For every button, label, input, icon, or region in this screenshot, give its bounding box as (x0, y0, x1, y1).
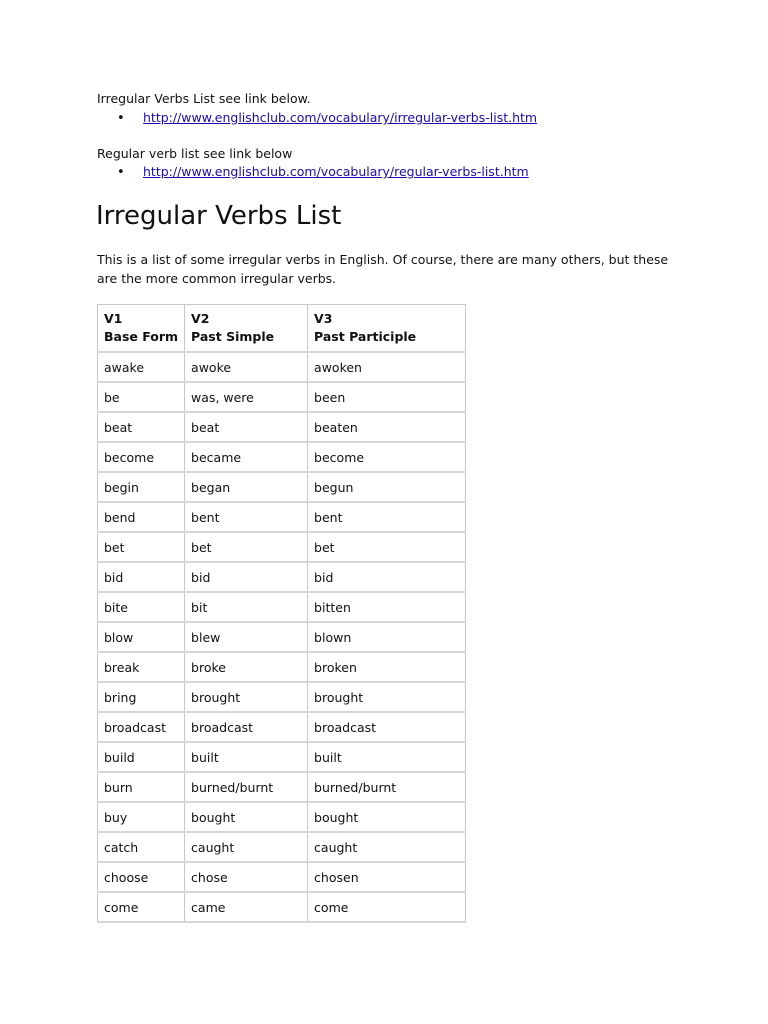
table-header-row (98, 305, 466, 353)
past-participle-cell: blown (308, 622, 466, 652)
base-form-cell: begin (98, 472, 185, 502)
past-participle-cell: awoken (308, 352, 466, 382)
header-code: V1 (104, 311, 123, 326)
bullet-icon: • (117, 165, 125, 180)
base-form-cell: be (98, 382, 185, 412)
table-row (98, 802, 466, 832)
base-form-cell: become (98, 442, 185, 472)
past-participle-cell: come (308, 892, 466, 922)
header-cell-v3 (308, 305, 466, 353)
table-row (98, 892, 466, 922)
header-label: Past Simple (191, 329, 275, 344)
table-row (98, 502, 466, 532)
bullet-item-regular (117, 164, 529, 181)
past-participle-cell: begun (308, 472, 466, 502)
bullet-item-irregular (117, 110, 537, 127)
past-simple-cell: burned/burnt (185, 772, 308, 802)
past-participle-cell: broken (308, 652, 466, 682)
table-row (98, 352, 466, 382)
base-form-cell: blow (98, 622, 185, 652)
table-row (98, 592, 466, 622)
base-form-cell: awake (98, 352, 185, 382)
past-simple-cell: became (185, 442, 308, 472)
base-form-cell: come (98, 892, 185, 922)
past-participle-cell: bet (308, 532, 466, 562)
table-row (98, 532, 466, 562)
table-row (98, 682, 466, 712)
past-simple-cell: came (185, 892, 308, 922)
bullet-icon: • (117, 111, 125, 126)
past-simple-cell: bet (185, 532, 308, 562)
irregular-link-caption: Irregular Verbs List see link below. (97, 91, 311, 106)
past-participle-cell: broadcast (308, 712, 466, 742)
base-form-cell: bend (98, 502, 185, 532)
table-row (98, 652, 466, 682)
table-row (98, 412, 466, 442)
base-form-cell: build (98, 742, 185, 772)
base-form-cell: bet (98, 532, 185, 562)
intro-paragraph: This is a list of some irregular verbs in English. Of course, there are many others, but these are the more common irregular verbs. (97, 252, 669, 286)
table-row (98, 382, 466, 412)
past-participle-cell: brought (308, 682, 466, 712)
base-form-cell: broadcast (98, 712, 185, 742)
past-participle-cell: caught (308, 832, 466, 862)
base-form-cell: choose (98, 862, 185, 892)
base-form-cell: bite (98, 592, 185, 622)
irregular-verbs-link[interactable]: http://www.englishclub.com/vocabulary/irregular-verbs-list.htm (143, 110, 538, 125)
past-simple-cell: awoke (185, 352, 308, 382)
past-simple-cell: bid (185, 562, 308, 592)
base-form-cell: burn (98, 772, 185, 802)
header-label: Past Participle (314, 329, 417, 344)
table-row (98, 472, 466, 502)
past-simple-cell: bit (185, 592, 308, 622)
header-code: V2 (191, 311, 210, 326)
past-participle-cell: bid (308, 562, 466, 592)
past-simple-cell: caught (185, 832, 308, 862)
table-row (98, 622, 466, 652)
base-form-cell: break (98, 652, 185, 682)
past-simple-cell: beat (185, 412, 308, 442)
past-simple-cell: was, were (185, 382, 308, 412)
past-simple-cell: broadcast (185, 712, 308, 742)
header-code: V3 (314, 311, 333, 326)
table-body (98, 352, 466, 922)
table-row (98, 832, 466, 862)
past-simple-cell: blew (185, 622, 308, 652)
table-row (98, 442, 466, 472)
past-participle-cell: bought (308, 802, 466, 832)
past-simple-cell: bent (185, 502, 308, 532)
base-form-cell: bid (98, 562, 185, 592)
base-form-cell: buy (98, 802, 185, 832)
table-row (98, 742, 466, 772)
past-participle-cell: beaten (308, 412, 466, 442)
regular-link-caption: Regular verb list see link below (97, 146, 293, 161)
past-simple-cell: bought (185, 802, 308, 832)
regular-verbs-link[interactable]: http://www.englishclub.com/vocabulary/regular-verbs-list.htm (143, 164, 529, 179)
past-simple-cell: broke (185, 652, 308, 682)
header-label: Base Form (104, 329, 179, 344)
past-participle-cell: been (308, 382, 466, 412)
irregular-verbs-table (97, 304, 466, 923)
past-simple-cell: built (185, 742, 308, 772)
base-form-cell: catch (98, 832, 185, 862)
past-participle-cell: burned/burnt (308, 772, 466, 802)
page-title: Irregular Verbs List (96, 201, 342, 231)
table-row (98, 772, 466, 802)
past-participle-cell: bent (308, 502, 466, 532)
base-form-cell: beat (98, 412, 185, 442)
header-cell-v1 (98, 305, 185, 353)
header-cell-v2 (185, 305, 308, 353)
base-form-cell: bring (98, 682, 185, 712)
table-row (98, 712, 466, 742)
past-participle-cell: chosen (308, 862, 466, 892)
past-participle-cell: bitten (308, 592, 466, 622)
past-simple-cell: began (185, 472, 308, 502)
table-row (98, 862, 466, 892)
past-participle-cell: become (308, 442, 466, 472)
table-row (98, 562, 466, 592)
past-participle-cell: built (308, 742, 466, 772)
past-simple-cell: chose (185, 862, 308, 892)
past-simple-cell: brought (185, 682, 308, 712)
